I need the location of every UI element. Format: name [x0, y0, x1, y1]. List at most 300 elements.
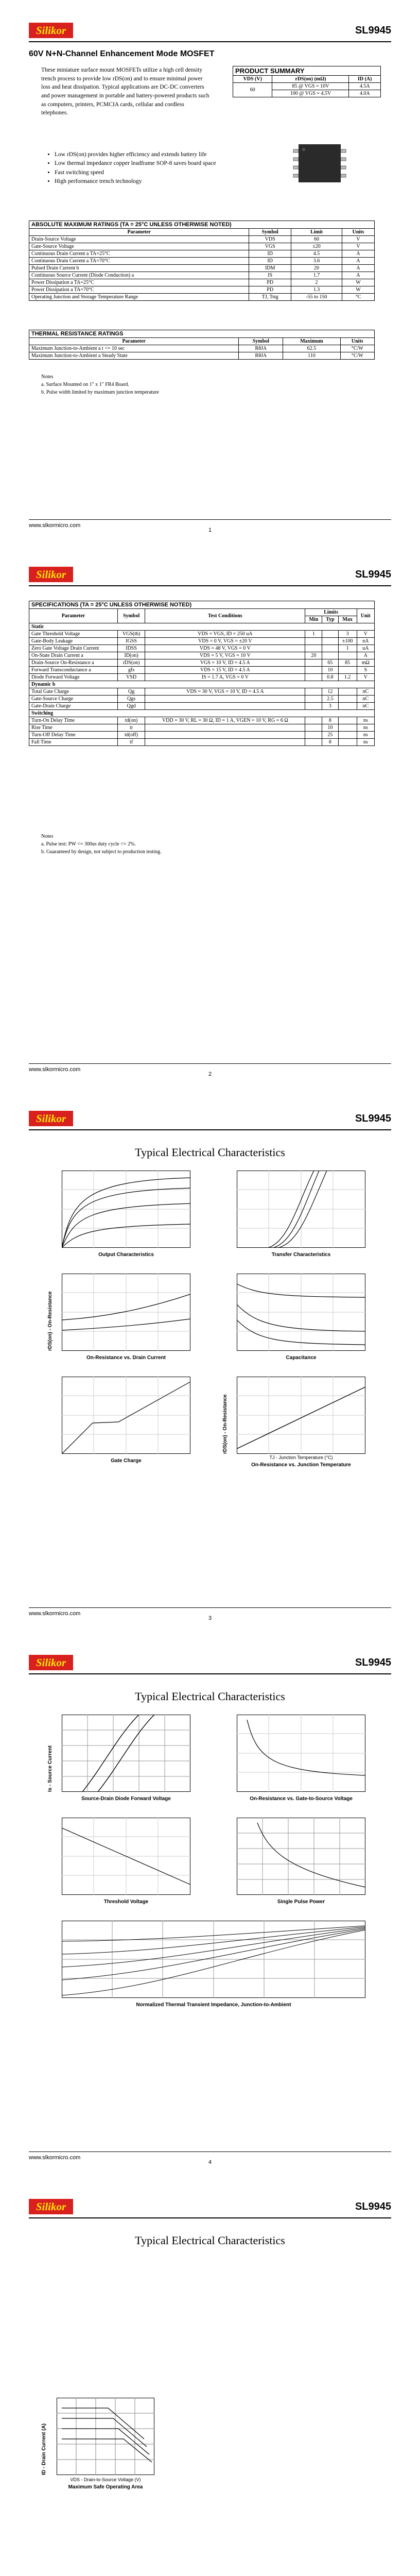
table-cell: TJ, Tstg [249, 294, 291, 301]
notes-heading: Notes [41, 834, 54, 839]
table-cell: ±100 [338, 638, 357, 645]
graph-caption: Single Pulse Power [277, 1899, 325, 1905]
table-row [29, 286, 375, 294]
footer-url[interactable]: www.slkormicro.com [29, 2155, 81, 2161]
section-label: Static [29, 623, 375, 631]
document-title: 60V N+N-Channel Enhancement Mode MOSFET [29, 49, 215, 58]
table-cell: W [342, 279, 375, 286]
table-cell [322, 631, 338, 638]
table-cell: -55 to 150 [291, 294, 342, 301]
abs-max-header: Parameter [29, 229, 249, 236]
table-cell [338, 696, 357, 703]
graph-y-label: rDS(on) - On-Resistance [47, 1291, 53, 1351]
table-cell: Forward Transconductance a [29, 667, 118, 674]
table-cell: Gate-Drain Charge [29, 703, 118, 710]
section-title: Typical Electrical Characteristics [135, 1690, 285, 1703]
table-cell: Continuous Source Current (Diode Conduction) a [29, 272, 249, 279]
table-cell: V [357, 631, 374, 638]
table-cell: Maximum Junction-to-Ambient a t <= 10 sec [29, 345, 239, 352]
table-cell: 0.8 [322, 674, 338, 681]
graph-caption: Source-Drain Diode Forward Voltage [81, 1796, 171, 1802]
graph-svg [237, 1377, 365, 1454]
graph-transfer-characteristics [237, 1171, 365, 1248]
footer-url[interactable]: www.slkormicro.com [29, 1066, 81, 1073]
graph-svg [237, 1274, 365, 1351]
table-cell [145, 739, 305, 746]
graph-y-label: ID - Drain Current (A) [41, 2424, 47, 2475]
table-cell: 4.5 [291, 250, 342, 258]
table-row [29, 696, 375, 703]
table-cell: VDD = 30 V, RL = 30 Ω, ID = 1 A, VGEN = 10 V, RG = 6 Ω [145, 717, 305, 724]
table-cell: Zero Gate Voltage Drain Current [29, 645, 118, 652]
table-cell: 62.5 [283, 345, 340, 352]
spec-limits-header: Limits [305, 609, 357, 616]
table-cell [145, 703, 305, 710]
table-cell: uA [357, 645, 374, 652]
graph-svg [62, 1921, 365, 1998]
table-cell: Gate Threshold Voltage [29, 631, 118, 638]
table-cell: Operating Junction and Storage Temperature Range [29, 294, 249, 301]
table-cell: Fall Time [29, 739, 118, 746]
table-cell: ns [357, 739, 374, 746]
table-row [29, 724, 375, 732]
summary-title: PRODUCT SUMMARY [233, 66, 381, 76]
table-cell: 2.5 [322, 696, 338, 703]
table-cell: Power Dissipation a TA=70°C [29, 286, 249, 294]
table-row [29, 265, 375, 272]
table-cell [322, 638, 338, 645]
so8-chip-drawing [286, 134, 369, 196]
table-cell [305, 645, 322, 652]
table-cell: RθJA [239, 352, 283, 360]
product-description: These miniature surface mount MOSFETs utilize a high cell density trench process to provide low rDS(on) and to ensure minimal power loss and heat dissipation. Typical applications are DC-DC converters and power management in portable and battery-powered products such as computers, printers, PCMCIA cards, cellular and cordless telephones. [41, 67, 209, 116]
brand-logo: Silikor [29, 1655, 73, 1670]
table-row [29, 294, 375, 301]
summary-vds: 60 [233, 83, 272, 97]
table-cell: PD [249, 286, 291, 294]
page-header [29, 565, 391, 587]
table-cell: nC [357, 696, 374, 703]
graph-caption: On-Resistance vs. Junction Temperature [251, 1462, 351, 1468]
table-cell: 65 [322, 659, 338, 667]
graph-thermal-transient-impedance [62, 1921, 365, 1998]
page-footer [29, 1607, 391, 1623]
graph-caption: On-Resistance vs. Drain Current [86, 1355, 166, 1361]
table-cell: IDM [249, 265, 291, 272]
table-row [29, 688, 375, 696]
table-row [29, 623, 375, 631]
table-cell: 1.3 [291, 286, 342, 294]
feature-list [45, 150, 219, 186]
table-cell: 20 [305, 652, 322, 659]
graph-threshold-voltage [62, 1818, 190, 1895]
page-header [29, 2197, 391, 2219]
page-number: 3 [208, 1615, 212, 1621]
table-cell: A [342, 265, 375, 272]
table-cell: VDS = 30 V, VGS = 10 V, ID = 4.5 A [145, 688, 305, 696]
table-cell: 10 [322, 724, 338, 732]
table-cell: Qgs [117, 696, 145, 703]
table-cell: 3 [322, 703, 338, 710]
brand-logo: Silikor [29, 23, 73, 38]
spec-title: SPECIFICATIONS (TA = 25°C UNLESS OTHERWISE NOTED) [29, 601, 375, 609]
table-cell [338, 688, 357, 696]
table-cell: tf [117, 739, 145, 746]
summary-header: VDS (V) [233, 76, 272, 83]
table-cell: ns [357, 724, 374, 732]
table-cell [305, 638, 322, 645]
table-cell [338, 667, 357, 674]
table-cell: mΩ [357, 659, 374, 667]
table-cell: 20 [291, 265, 342, 272]
table-cell: A [357, 652, 374, 659]
graph-safe-operating-area [57, 2398, 154, 2475]
graph-capacitance [237, 1274, 365, 1351]
table-cell: A [342, 250, 375, 258]
thermal-header: Parameter [29, 338, 239, 345]
table-row [29, 659, 375, 667]
page-footer [29, 519, 391, 535]
table-cell: 2 [291, 279, 342, 286]
table-cell: VDS [249, 236, 291, 243]
table-row [29, 250, 375, 258]
table-cell: 25 [322, 732, 338, 739]
table-cell [338, 717, 357, 724]
table-row [29, 352, 375, 360]
graph-svg [237, 1818, 365, 1895]
table-cell: Turn-On Delay Time [29, 717, 118, 724]
table-cell [338, 724, 357, 732]
table-cell: Power Dissipation a TA=25°C [29, 279, 249, 286]
summary-rds: 100 @ VGS = 4.5V [272, 90, 349, 97]
page-header [29, 21, 391, 43]
abs-max-header: Symbol [249, 229, 291, 236]
section-label: Switching [29, 710, 375, 717]
page-3 [0, 1088, 420, 1632]
section-title: Typical Electrical Characteristics [135, 1146, 285, 1159]
table-cell [145, 732, 305, 739]
table-row [29, 638, 375, 645]
brand-logo: Silikor [29, 567, 73, 582]
table-cell: nC [357, 688, 374, 696]
table-cell: V [342, 236, 375, 243]
table-cell: °C/W [340, 352, 374, 360]
table-cell [322, 645, 338, 652]
graph-caption: Transfer Characteristics [271, 1252, 331, 1258]
page-4 [0, 1632, 420, 2176]
graph-y-label: Is - Source Current [47, 1745, 53, 1792]
header-rule [29, 1673, 391, 1674]
footer-url[interactable]: www.slkormicro.com [29, 522, 81, 529]
table-row [29, 667, 375, 674]
thermal-header: Units [340, 338, 374, 345]
table-row [29, 236, 375, 243]
table-row [29, 652, 375, 659]
thermal-header: Maximum [283, 338, 340, 345]
graph-svg [57, 2398, 154, 2475]
table-row [29, 717, 375, 724]
table-cell: A [342, 258, 375, 265]
thermal-resistance-table [29, 330, 375, 360]
table-cell [338, 703, 357, 710]
graph-gate-charge [62, 1377, 190, 1454]
table-cell: Qg [117, 688, 145, 696]
header-rule [29, 41, 391, 42]
table-cell: VGS [249, 243, 291, 250]
package-pinout-illustration [286, 134, 369, 196]
page-number: 1 [208, 527, 212, 533]
graph-caption: Capacitance [286, 1355, 317, 1361]
graph-caption: Normalized Thermal Transient Impedance, Junction-to-Ambient [136, 2002, 291, 2008]
spec-header: Symbol [117, 609, 145, 623]
table-cell: Gate-Body Leakage [29, 638, 118, 645]
table-cell: ns [357, 717, 374, 724]
table-row [29, 732, 375, 739]
graph-diode-forward-voltage [62, 1715, 190, 1792]
table-cell: nA [357, 638, 374, 645]
table-cell [145, 696, 305, 703]
summary-header: rDS(on) (mΩ) [272, 76, 349, 83]
table-cell: td(on) [117, 717, 145, 724]
section-label: Dynamic b [29, 681, 375, 688]
table-cell: rDS(on) [117, 659, 145, 667]
graph-svg [62, 1377, 190, 1454]
table-cell [305, 696, 322, 703]
table-cell: 12 [322, 688, 338, 696]
summary-id: 4.0A [349, 90, 381, 97]
table-cell: VDS = 48 V, VGS = 0 V [145, 645, 305, 652]
graph-caption: Gate Charge [111, 1458, 142, 1464]
table-cell: °C [342, 294, 375, 301]
part-number: SL9945 [355, 25, 391, 36]
table-row [29, 739, 375, 746]
notes-heading: Notes [41, 374, 54, 380]
table-cell [305, 688, 322, 696]
graph-on-resistance-vs-current [62, 1274, 190, 1351]
spec-header: Unit [357, 609, 374, 623]
header-rule [29, 585, 391, 586]
table-row [29, 674, 375, 681]
part-number: SL9945 [355, 569, 391, 580]
table-cell: 1.7 [291, 272, 342, 279]
specifications-table [29, 601, 375, 746]
table-cell: Drain-Source On-Resistance a [29, 659, 118, 667]
page1-notes [41, 373, 159, 396]
table-cell: VDS = 15 V, ID = 4.5 A [145, 667, 305, 674]
feature-item: • High performance trench technology [55, 177, 219, 186]
graph-x-label: VDS - Drain-to-Source Voltage (V) [70, 2477, 141, 2482]
table-cell: 85 [338, 659, 357, 667]
table-cell [305, 724, 322, 732]
table-cell: VGS = 10 V, ID = 4.5 A [145, 659, 305, 667]
graph-caption: Output Characteristics [98, 1252, 154, 1258]
table-cell: 1.2 [338, 674, 357, 681]
part-number: SL9945 [355, 1657, 391, 1668]
table-row [29, 258, 375, 265]
table-row [29, 279, 375, 286]
table-cell: 8 [322, 739, 338, 746]
table-cell: Pulsed Drain Current b [29, 265, 249, 272]
page-number: 4 [208, 2159, 212, 2165]
table-cell: 8 [322, 717, 338, 724]
table-cell: 60 [291, 236, 342, 243]
table-cell [305, 674, 322, 681]
spec-header: Typ [322, 616, 338, 623]
part-number: SL9945 [355, 1113, 391, 1124]
table-cell: VDS = VGS, ID = 250 uA [145, 631, 305, 638]
page-footer [29, 1063, 391, 1079]
note-item: a. Pulse test: PW <= 300us duty cycle <= 2%. [41, 841, 136, 847]
table-cell [338, 652, 357, 659]
table-row [29, 703, 375, 710]
table-cell: RθJA [239, 345, 283, 352]
abs-max-title: ABSOLUTE MAXIMUM RATINGS (TA = 25°C UNLESS OTHERWISE NOTED) [29, 221, 375, 229]
table-cell [145, 724, 305, 732]
feature-item: • Fast switching speed [55, 168, 219, 177]
table-cell: IDSS [117, 645, 145, 652]
table-cell [322, 652, 338, 659]
table-cell: PD [249, 279, 291, 286]
table-cell [305, 732, 322, 739]
note-item: a. Surface Mounted on 1" x 1" FR4 Board. [41, 382, 129, 387]
table-row [29, 681, 375, 688]
table-cell: Qgd [117, 703, 145, 710]
footer-url[interactable]: www.slkormicro.com [29, 1611, 81, 1617]
graph-single-pulse-power [237, 1818, 365, 1895]
table-cell: Gate-Source Voltage [29, 243, 249, 250]
feature-item: • Low thermal impedance copper leadframe SOP-8 saves board space [55, 159, 219, 168]
table-row [29, 345, 375, 352]
abs-max-header: Units [342, 229, 375, 236]
page-header [29, 1109, 391, 1131]
header-rule [29, 2217, 391, 2218]
table-cell: A [342, 272, 375, 279]
table-cell [338, 732, 357, 739]
page-1 [0, 0, 420, 544]
table-cell: Total Gate Charge [29, 688, 118, 696]
note-item: b. Pulse width limited by maximum junction temperature [41, 389, 159, 395]
table-cell: V [342, 243, 375, 250]
spec-header: Parameter [29, 609, 118, 623]
thermal-title: THERMAL RESISTANCE RATINGS [29, 330, 375, 338]
graph-svg [62, 1715, 190, 1792]
brand-logo: Silikor [29, 1111, 73, 1126]
table-cell [305, 659, 322, 667]
graph-caption: Maximum Safe Operating Area [68, 2484, 143, 2490]
graph-svg [237, 1171, 365, 1248]
table-cell: ns [357, 732, 374, 739]
table-cell: °C/W [340, 345, 374, 352]
graph-svg [237, 1715, 365, 1792]
table-cell: gfs [117, 667, 145, 674]
table-cell: VGS(th) [117, 631, 145, 638]
graph-caption: Threshold Voltage [103, 1899, 149, 1905]
graph-svg [62, 1274, 190, 1351]
table-cell: ID [249, 258, 291, 265]
abs-max-header: Limit [291, 229, 342, 236]
page-footer [29, 2151, 391, 2167]
graph-y-label: rDS(on) - On-Resistance [222, 1394, 228, 1454]
table-cell: ID(on) [117, 652, 145, 659]
table-cell: 1 [338, 645, 357, 652]
table-cell [338, 739, 357, 746]
table-cell: 1 [305, 631, 322, 638]
table-cell: ID [249, 250, 291, 258]
table-cell [305, 667, 322, 674]
brand-logo: Silikor [29, 2199, 73, 2214]
table-cell: IS [249, 272, 291, 279]
feature-item: • Low rDS(on) provides higher efficiency and extends battery life [55, 150, 219, 159]
summary-id: 4.5A [349, 83, 381, 90]
table-cell: nC [357, 703, 374, 710]
table-cell: Drain-Source Voltage [29, 236, 249, 243]
graph-on-resistance-vs-vgs [237, 1715, 365, 1792]
spec-header: Min [305, 616, 322, 623]
table-cell: S [357, 667, 374, 674]
table-cell: IS = 1.7 A, VGS = 0 V [145, 674, 305, 681]
table-cell: VDS = 0 V, VGS = ±20 V [145, 638, 305, 645]
absolute-maximum-ratings-table [29, 221, 375, 301]
table-cell: tr [117, 724, 145, 732]
table-cell: Diode Forward Voltage [29, 674, 118, 681]
header-rule [29, 1129, 391, 1130]
graph-x-label: TJ - Junction Temperature (°C) [269, 1455, 333, 1460]
summary-rds: 85 @ VGS = 10V [272, 83, 349, 90]
table-cell: On-State Drain Current a [29, 652, 118, 659]
graph-svg [62, 1171, 190, 1248]
table-cell [305, 717, 322, 724]
table-cell: ±20 [291, 243, 342, 250]
table-cell: Continuous Drain Current a TA=25°C [29, 250, 249, 258]
page-2 [0, 544, 420, 1088]
table-cell: Maximum Junction-to-Ambient a Steady State [29, 352, 239, 360]
table-row [29, 710, 375, 717]
spec-header: Max [338, 616, 357, 623]
spec-header: Test Conditions [145, 609, 305, 623]
table-cell: VSD [117, 674, 145, 681]
table-cell [305, 739, 322, 746]
table-cell: Turn-Off Delay Time [29, 732, 118, 739]
table-cell: Gate-Source Charge [29, 696, 118, 703]
graph-on-resistance-vs-temperature [237, 1377, 365, 1454]
table-cell: V [357, 674, 374, 681]
table-cell: 10 [322, 667, 338, 674]
page-header [29, 1653, 391, 1675]
graph-output-characteristics [62, 1171, 190, 1248]
page-number: 2 [208, 1071, 212, 1077]
table-row [29, 243, 375, 250]
table-cell: 3 [338, 631, 357, 638]
page-5 [0, 2176, 420, 2576]
summary-header: ID (A) [349, 76, 381, 83]
table-cell: Continuous Drain Current a TA=70°C [29, 258, 249, 265]
table-cell: Rise Time [29, 724, 118, 732]
part-number: SL9945 [355, 2201, 391, 2212]
table-cell: W [342, 286, 375, 294]
graph-svg [62, 1818, 190, 1895]
section-title: Typical Electrical Characteristics [135, 2234, 285, 2247]
product-summary-table [233, 66, 381, 97]
table-cell [305, 703, 322, 710]
table-row [29, 645, 375, 652]
table-cell: td(off) [117, 732, 145, 739]
table-cell: IGSS [117, 638, 145, 645]
table-cell: 3.6 [291, 258, 342, 265]
note-item: b. Guaranteed by design, not subject to production testing. [41, 849, 162, 855]
table-cell: 110 [283, 352, 340, 360]
table-cell: VDS = 5 V, VGS = 10 V [145, 652, 305, 659]
thermal-header: Symbol [239, 338, 283, 345]
